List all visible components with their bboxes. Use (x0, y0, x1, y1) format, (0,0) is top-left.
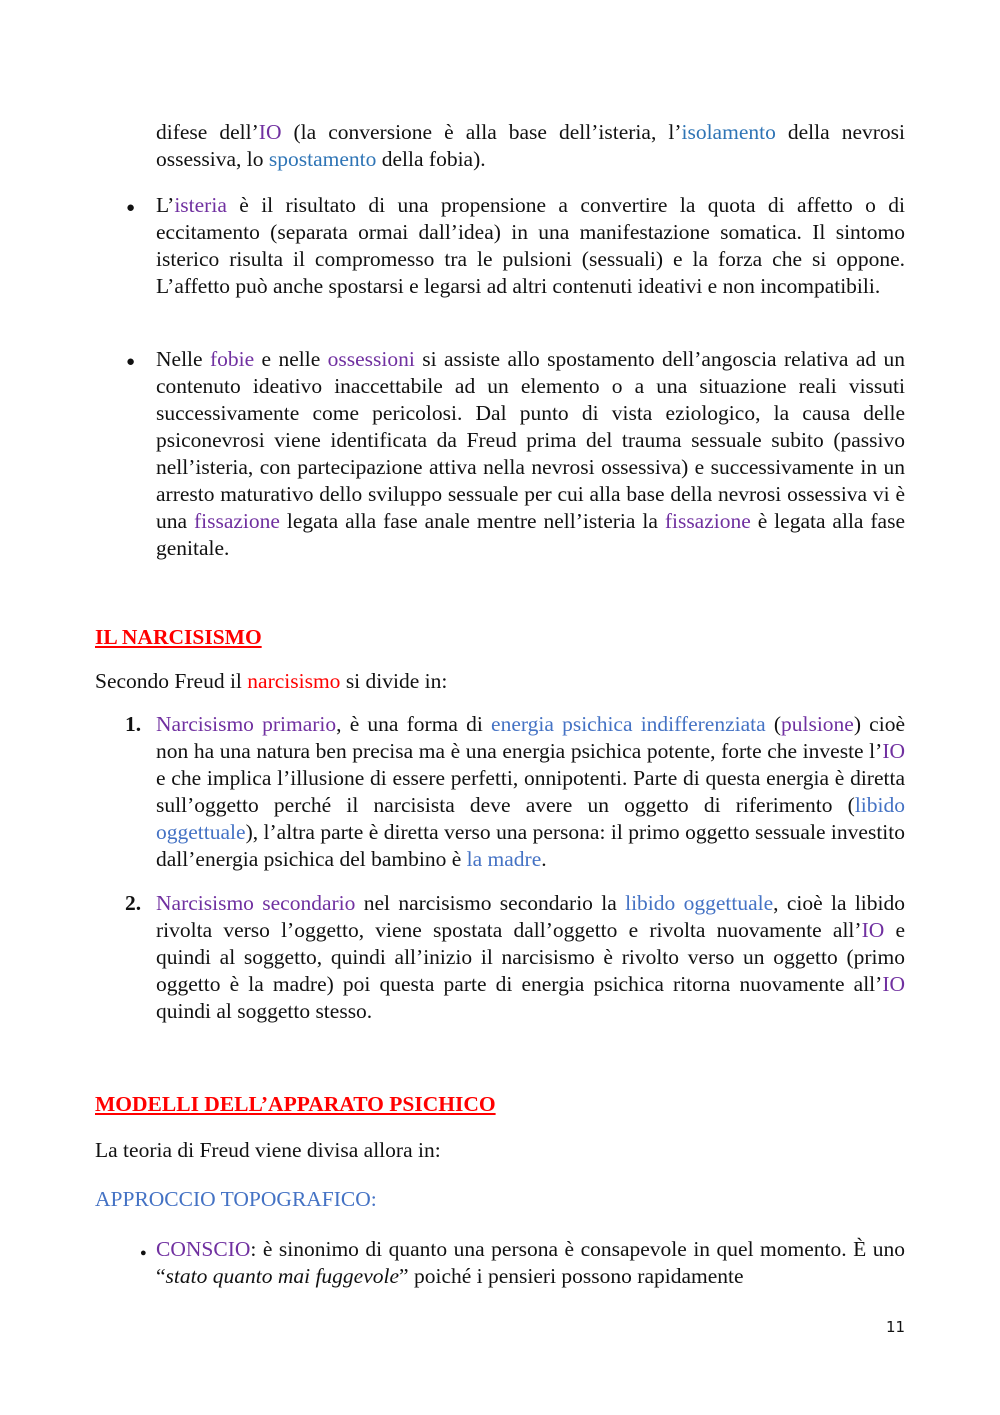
text: (la conversione è alla base dell’isteria, l’ (281, 120, 682, 144)
term-fissazione: fissazione (193, 509, 280, 533)
page-number: 11 (886, 1318, 906, 1336)
term-io: IO (861, 918, 885, 942)
term-fobie: fobie (209, 347, 255, 371)
bullet-icon: ● (126, 200, 136, 216)
modelli-intro: La teoria di Freud viene divisa allora in: (95, 1138, 441, 1162)
text: , cioè la libido rivolta verso l’oggetto, viene spostata dall’oggetto e rivolta nuovamente all’ (156, 891, 905, 942)
text: L’ (156, 193, 175, 217)
text: difese dell’ (156, 120, 259, 144)
text: nel narcisismo secondario la (355, 891, 626, 915)
term-narcisismo: narcisismo (247, 669, 341, 693)
list-item-narcisismo-primario (156, 711, 905, 873)
term-isolamento: isolamento (681, 120, 776, 144)
text: ” poiché i pensieri possono rapidamente (399, 1264, 744, 1288)
text: ), l’altra parte è diretta verso una persona: il primo oggetto sessuale investito dall’energia psichica del bambino è (156, 820, 905, 871)
text: si divide in: (340, 669, 448, 693)
text: Secondo Freud il (95, 669, 248, 693)
bullet-icon: ● (126, 354, 136, 370)
term-pulsione: pulsione (780, 712, 854, 736)
list-number: 2. (125, 891, 142, 915)
text: e nelle (254, 347, 328, 371)
term-ossessioni: ossessioni (327, 347, 415, 371)
bullet-icon: ● (140, 1247, 147, 1259)
text: legata alla fase anale mentre nell’isteria la (279, 509, 665, 533)
quote-text: stato quanto mai fuggevole (165, 1264, 400, 1288)
bullet-paragraph-fobie (156, 346, 905, 562)
text: e quindi al soggetto, quindi all’inizio il narcisismo è rivolto verso un oggetto (primo oggetto è la madre) poi questa parte di energia psichica ritorna nuovamente all’ (156, 918, 906, 996)
text: si assiste allo spostamento dell’angoscia relativa ad un contenuto ideativo inaccettabile ad un elemento o a una situazione reali vissuti successivamente come pericolosi. Dal punto di vista eziologico, la causa delle psiconevrosi viene identificata da Freud prima del trauma sessuale subito (passivo nell’isteria, con partecipazione attiva nella nevrosi ossessiva) e successivamente in un arresto maturativo dello sviluppo sessuale per cui alla base della nevrosi ossessiva vi è una (156, 347, 905, 533)
narcisismo-intro (95, 668, 905, 695)
term-spostamento: spostamento (268, 147, 377, 171)
text: della fobia). (376, 147, 486, 171)
term-libido-oggettuale: libido oggettuale (625, 891, 774, 915)
list-item-narcisismo-secondario (156, 890, 905, 1025)
term-isteria: isteria (174, 193, 227, 217)
term-narcisismo-primario: Narcisismo primario (156, 712, 337, 736)
bullet-paragraph-isteria (156, 192, 905, 300)
text: ( (765, 712, 781, 736)
term-fissazione: fissazione (664, 509, 751, 533)
term-io: IO (882, 972, 905, 996)
text: è il risultato di una propensione a convertire la quota di affetto o di eccitamento (separata ormai dall’idea) in una manifestazione somatica. Il sintomo isterico risulta il compromesso tra le pulsioni (sessuali) e la forza che si oppone. L’affetto può anche spostarsi e legarsi ad altri contenuti ideativi e non incompatibili. (156, 193, 905, 298)
subheading-approccio-topografico: APPROCCIO TOPOGRAFICO: (95, 1187, 377, 1211)
section-heading-narcisismo: IL NARCISISMO (95, 625, 262, 649)
list-number: 1. (125, 712, 142, 736)
term-io: IO (258, 120, 282, 144)
text: . (541, 847, 547, 871)
section-heading-modelli: MODELLI DELL’APPARATO PSICHICO (95, 1092, 496, 1116)
term-libido-oggettuale: libido oggettuale (156, 793, 905, 844)
intro-paragraph (156, 119, 905, 173)
term-io: IO (882, 739, 905, 763)
conscio-paragraph (156, 1236, 905, 1290)
text: è legata alla fase genitale. (156, 509, 905, 560)
text: , è una forma di (336, 712, 492, 736)
text: e che implica l’illusione di essere perfetti, onnipotenti. Parte di questa energia è diretta sull’oggetto perché il narcisista deve avere un oggetto di riferimento ( (156, 766, 905, 817)
term-la-madre: la madre (466, 847, 542, 871)
text: : è sinonimo di quanto una persona è consapevole in quel momento. È uno “ (156, 1237, 905, 1288)
term-energia-psichica: energia psichica indifferenziata (491, 712, 766, 736)
text: della nevrosi ossessiva, lo (156, 120, 905, 171)
text: quindi al soggetto stesso. (156, 999, 373, 1023)
text: ) cioè non ha una natura ben precisa ma è una energia psichica potente, forte che investe l’ (156, 712, 905, 763)
term-conscio: CONSCIO (156, 1237, 251, 1261)
text: Nelle (156, 347, 210, 371)
term-narcisismo-secondario: Narcisismo secondario (156, 891, 356, 915)
